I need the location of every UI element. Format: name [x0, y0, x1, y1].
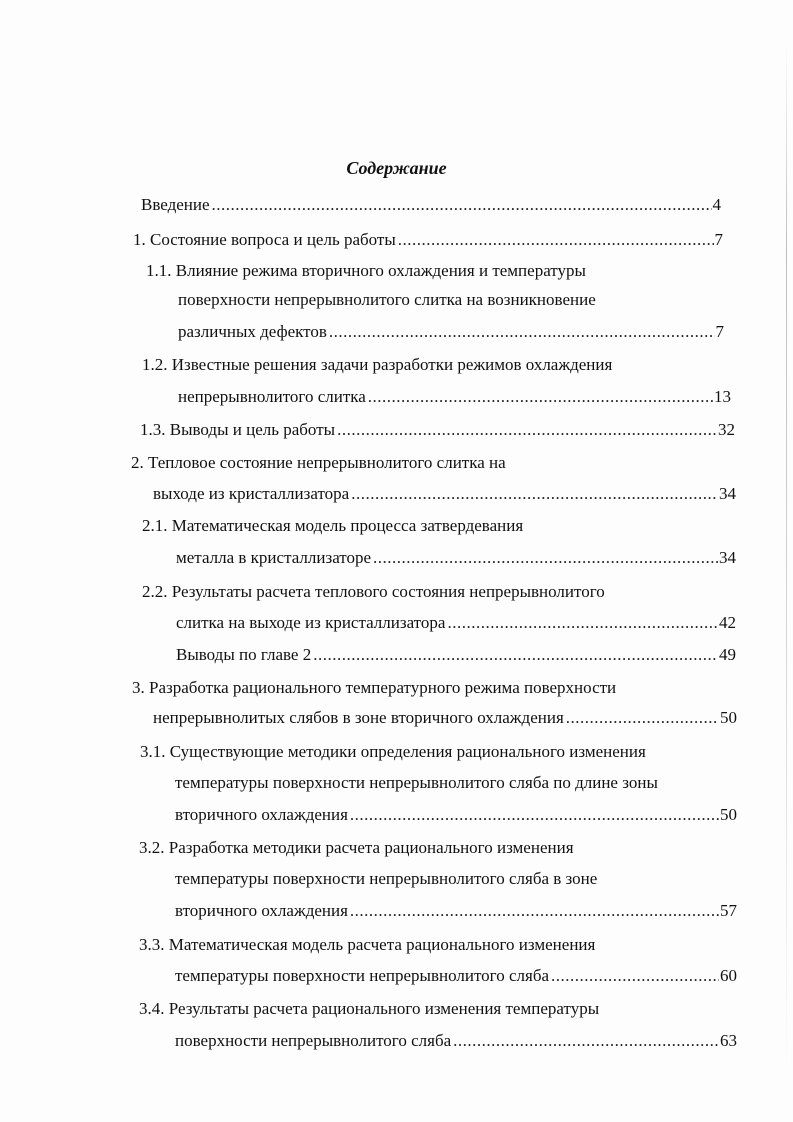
- toc-entry-text: температуры поверхности непрерывнолитого сляба: [175, 966, 550, 985]
- toc-entry-1-2: [178, 385, 731, 409]
- toc-leader-dots: [398, 228, 714, 252]
- toc-entry-text: непрерывнолитых слябов в зоне вторичного охлаждения: [153, 708, 564, 727]
- toc-entry-3-3-line1: 3.3. Математическая модель расчета рационального изменения: [139, 935, 596, 954]
- toc-entry-text: 1. Состояние вопроса и цель работы: [133, 230, 396, 249]
- toc-page-number: 13: [714, 387, 731, 406]
- toc-page-number: 32: [718, 420, 735, 439]
- toc-entry-2-1-line1: 2.1. Математическая модель процесса затвердевания: [142, 516, 524, 535]
- toc-entry-text: различных дефектов: [178, 322, 327, 341]
- toc-leader-dots: [329, 320, 715, 344]
- toc-leader-dots: [313, 643, 718, 667]
- toc-entry-text: слитка на выходе из кристаллизатора: [176, 613, 446, 632]
- toc-page-number: 49: [719, 645, 736, 664]
- toc-leader-dots: [350, 803, 719, 827]
- toc-entry-text: металла в кристаллизаторе: [176, 548, 372, 567]
- toc-entry-2-line1: 2. Тепловое состояние непрерывнолитого слитка на: [131, 453, 506, 472]
- toc-entry-text: Выводы по главе 2: [176, 645, 312, 664]
- toc-page-number: 60: [720, 966, 737, 985]
- toc-leader-dots: [373, 546, 718, 570]
- toc-entry-3-4: [175, 1029, 737, 1053]
- toc-entry-3: [153, 706, 737, 730]
- toc-entry-3-2-line2: температуры поверхности непрерывнолитого сляба в зоне: [175, 869, 598, 888]
- toc-entry-2-2-line1: 2.2. Результаты расчета теплового состояния непрерывнолитого: [142, 582, 605, 601]
- toc-entry-3-line1: 3. Разработка рационального температурного режима поверхности: [132, 678, 617, 697]
- toc-entry-3-1: [175, 803, 737, 827]
- toc-entry-1-3: [140, 418, 735, 442]
- toc-leader-dots: [551, 964, 719, 988]
- toc-entry-1-1-line2: поверхности непрерывнолитого слитка на возникновение: [178, 290, 596, 309]
- toc-page-number: 50: [720, 805, 737, 824]
- toc-page-number: 34: [719, 484, 736, 503]
- toc-leader-dots: [337, 418, 717, 442]
- toc-leader-dots: [566, 706, 719, 730]
- toc-entry-intro: [141, 193, 721, 217]
- toc-leader-dots: [351, 482, 718, 506]
- toc-entry-3-2-line1: 3.2. Разработка методики расчета рационального изменения: [139, 838, 574, 857]
- toc-entry-2-2: [176, 611, 736, 635]
- toc-leader-dots: [212, 193, 712, 217]
- toc-entry-text: Введение: [141, 195, 210, 214]
- toc-page-number: 4: [712, 195, 721, 214]
- toc-entry-2-1: [176, 546, 736, 570]
- toc-entry-3-3: [175, 964, 737, 988]
- toc-entry-3-1-line2: температуры поверхности непрерывнолитого сляба по длине зоны: [175, 773, 658, 792]
- toc-entry-3-1-line1: 3.1. Существующие методики определения рационального изменения: [140, 742, 646, 761]
- toc-entry-text: вторичного охлаждения: [175, 805, 348, 824]
- toc-page-number: 7: [714, 230, 723, 249]
- toc-entry-text: поверхности непрерывнолитого сляба: [175, 1031, 452, 1050]
- toc-entry-3-4-line1: 3.4. Результаты расчета рационального изменения температуры: [139, 999, 600, 1018]
- toc-entry-1-2-line1: 1.2. Известные решения задачи разработки режимов охлаждения: [142, 355, 613, 374]
- toc-leader-dots: [453, 1029, 719, 1053]
- toc-entry-text: вторичного охлаждения: [175, 901, 348, 920]
- page-title: Содержание: [346, 158, 447, 178]
- toc-leader-dots: [368, 385, 713, 409]
- toc-entry-2-conclusions: [176, 643, 736, 667]
- toc-entry-text: выходе из кристаллизатора: [153, 484, 350, 503]
- toc-page-number: 42: [719, 613, 736, 632]
- toc-leader-dots: [447, 611, 718, 635]
- toc-entry-3-2: [175, 899, 737, 923]
- toc-page-number: 34: [719, 548, 736, 567]
- toc-entry-2: [153, 482, 736, 506]
- toc-entry-text: непрерывнолитого слитка: [178, 387, 366, 406]
- toc-leader-dots: [350, 899, 719, 923]
- scan-edge-shadow: [786, 40, 787, 1080]
- toc-entry-text: 1.3. Выводы и цель работы: [140, 420, 336, 439]
- toc-page-number: 63: [720, 1031, 737, 1050]
- toc-entry-1: [133, 228, 723, 252]
- toc-page-number: 7: [715, 322, 724, 341]
- toc-page-number: 50: [720, 708, 737, 727]
- toc-page-number: 57: [720, 901, 737, 920]
- toc-entry-1-1: [178, 320, 724, 344]
- toc-entry-1-1-line1: 1.1. Влияние режима вторичного охлаждения и температуры: [146, 261, 586, 280]
